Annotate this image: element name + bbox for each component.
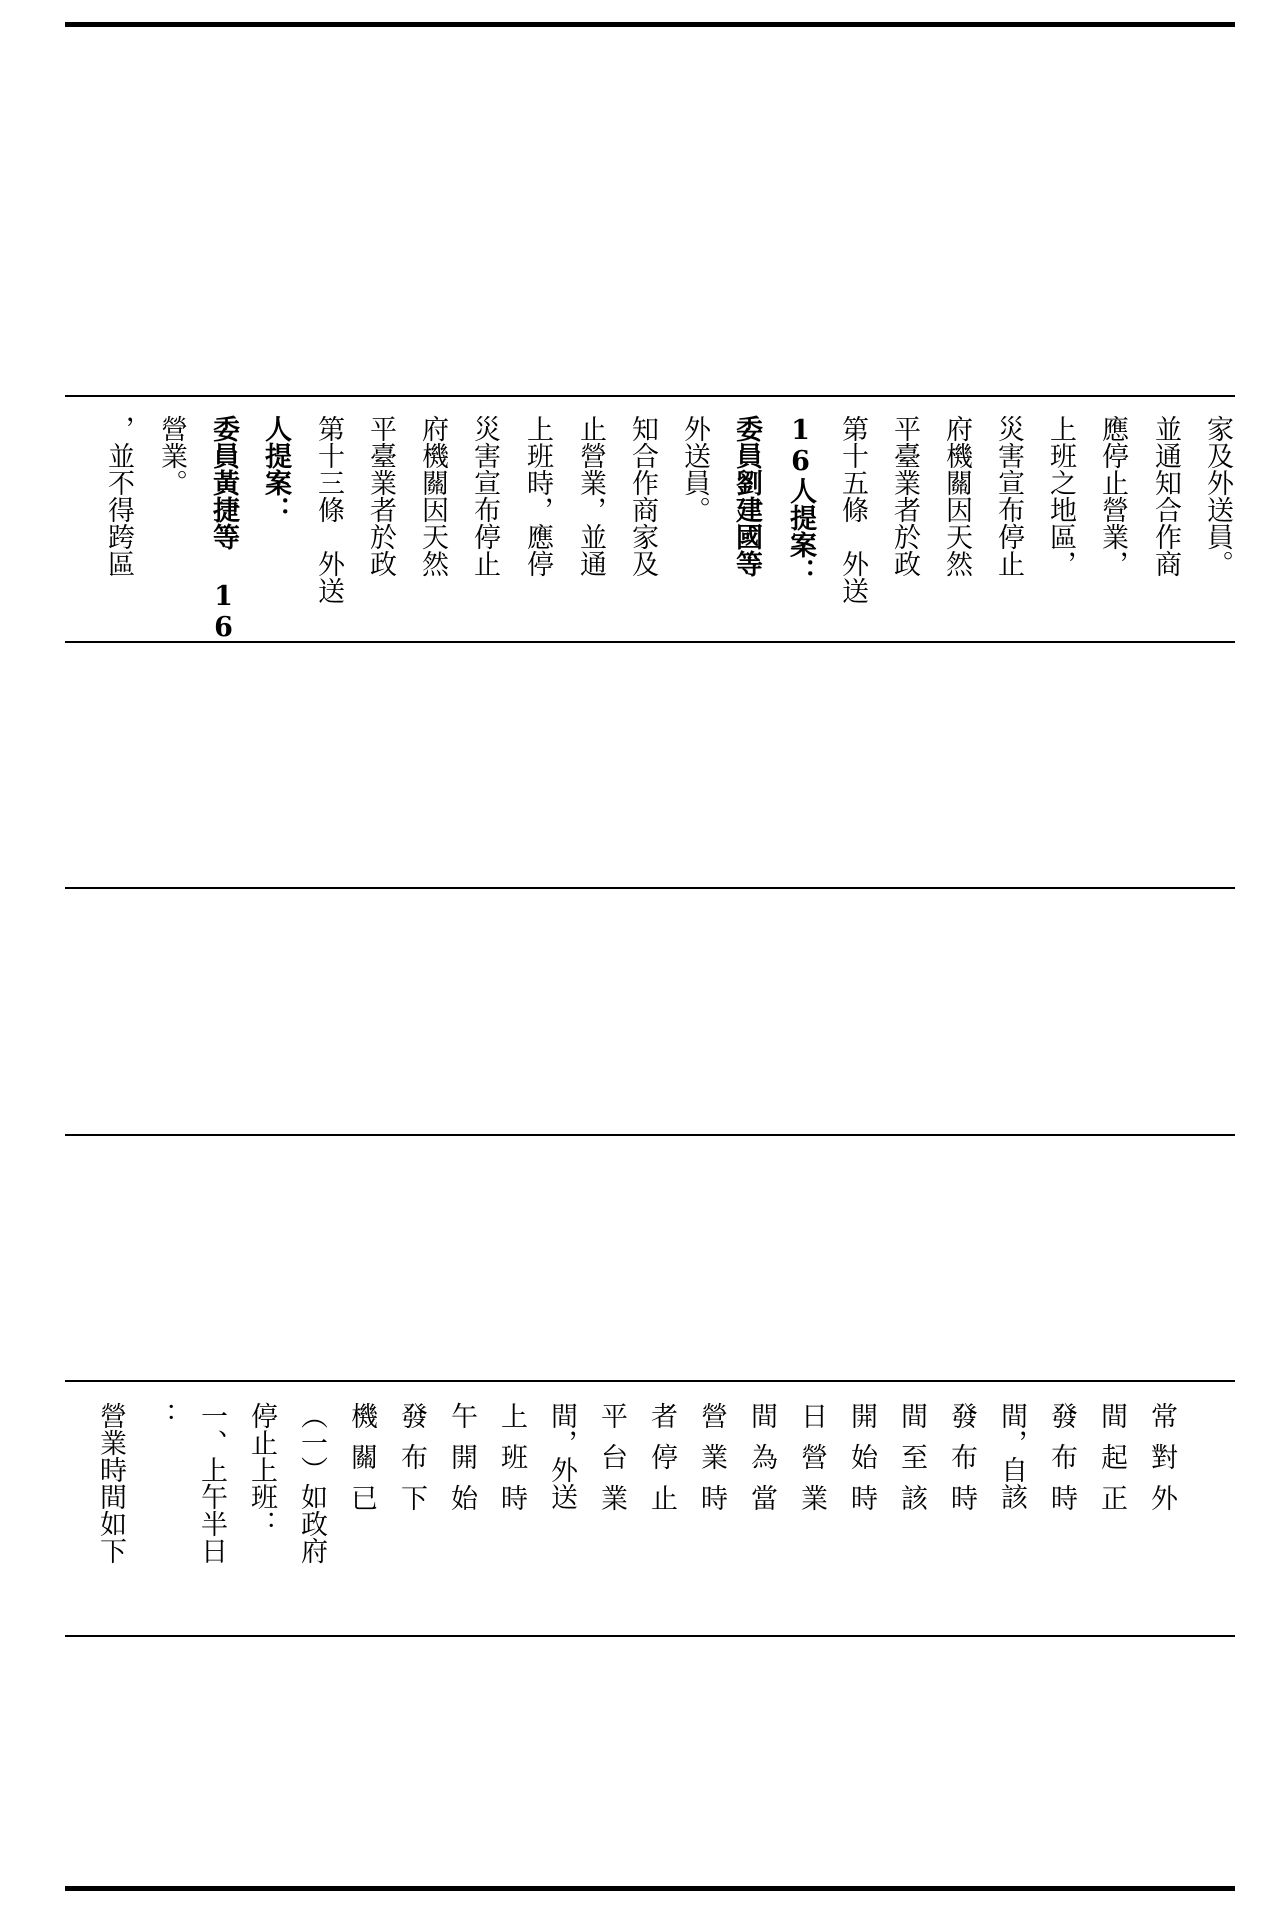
text-column: 發布時 (1046, 1402, 1077, 1525)
text-column: 16人提案： (785, 415, 816, 585)
text-column: 午開始 (446, 1402, 477, 1525)
text-column: 第十三條 外送 (313, 415, 344, 604)
text-column: 開始時 (846, 1402, 877, 1525)
text-column: 營業時間如下 (95, 1402, 126, 1564)
text-column: 上班之地區， (1045, 415, 1076, 577)
text-column: 人提案： (260, 415, 291, 523)
text-column: 第十五條 外送 (837, 415, 868, 604)
text-column: 應停止營業， (1097, 415, 1128, 577)
row-divider (65, 395, 1235, 397)
text-column: 委員劉建國等 (731, 415, 762, 577)
text-column: 府機關因天然 (417, 415, 448, 577)
text-column: 災害宣布停止 (469, 415, 500, 577)
row-divider (65, 1134, 1235, 1136)
text-column: 委員黃捷等 16 (208, 415, 239, 643)
text-column: 營業時 (696, 1402, 727, 1525)
text-column: 間為當 (746, 1402, 777, 1525)
bottom-rule (65, 1886, 1235, 1891)
text-column: 知合作商家及 (627, 415, 658, 577)
text-column: ，並不得跨區 (103, 415, 134, 577)
text-column: ： (146, 1402, 177, 1429)
text-column: 發布下 (396, 1402, 427, 1525)
text-column: 上班時，應停 (522, 415, 553, 577)
text-column: 間至該 (896, 1402, 927, 1525)
text-column: （一）如政府 (296, 1402, 327, 1564)
text-column: 機關已 (346, 1402, 377, 1525)
text-column: 府機關因天然 (941, 415, 972, 577)
text-column: 並通知合作商 (1150, 415, 1181, 577)
text-column: 常對外 (1146, 1402, 1177, 1525)
text-column: 平台業 (596, 1402, 627, 1525)
text-column: 間，自該 (996, 1402, 1027, 1510)
text-column: 發布時 (946, 1402, 977, 1525)
text-column: 日營業 (796, 1402, 827, 1525)
text-column: 停止上班： (246, 1402, 277, 1537)
text-column: 間起正 (1096, 1402, 1127, 1525)
text-column: 止營業，並通 (575, 415, 606, 577)
text-column: 一、上午半日 (196, 1402, 227, 1564)
proposal-row (65, 415, 1235, 643)
text-column: 平臺業者於政 (365, 415, 396, 577)
row-divider (65, 1380, 1235, 1382)
text-column: 平臺業者於政 (889, 415, 920, 577)
text-column: 家及外送員。 (1202, 415, 1233, 577)
top-rule (65, 22, 1235, 27)
text-column: 災害宣布停止 (993, 415, 1024, 577)
text-column: 外送員。 (679, 415, 710, 523)
text-column: 間，外送 (546, 1402, 577, 1510)
text-column: 上班時 (496, 1402, 527, 1525)
row-divider (65, 1635, 1235, 1637)
text-column: 營業。 (156, 415, 187, 496)
business-hours-row (65, 1402, 1235, 1632)
text-column: 者停止 (646, 1402, 677, 1525)
row-divider (65, 887, 1235, 889)
row-divider (65, 641, 1235, 643)
